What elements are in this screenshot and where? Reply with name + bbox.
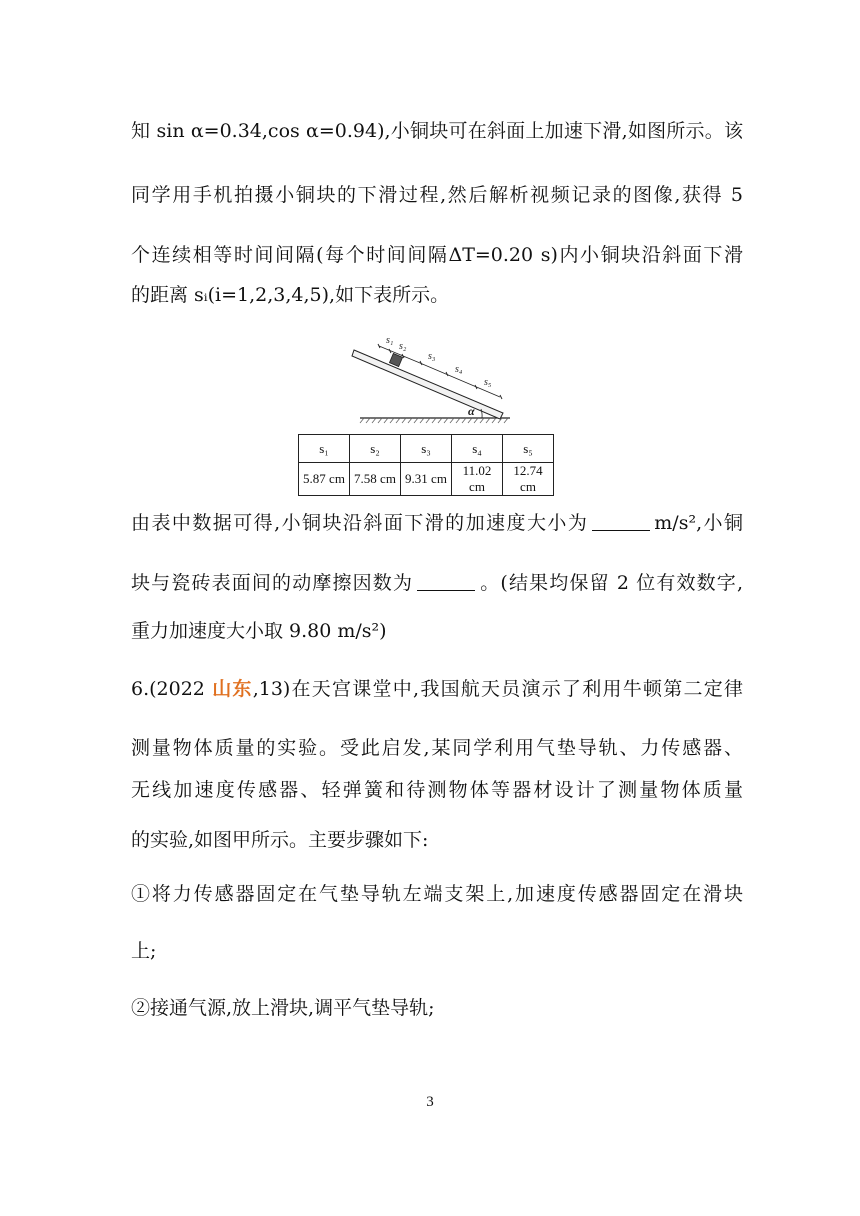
text-seg: m/s²,小铜 xyxy=(654,512,743,534)
line-p2-2 xyxy=(131,570,743,596)
text-seg: 6.(2022 xyxy=(131,678,213,700)
table-cell: 9.31 cm xyxy=(401,463,452,496)
table-cell: 11.02 cm xyxy=(452,463,503,496)
line-p2-1 xyxy=(131,510,743,536)
line-q6-4: 的实验,如图甲所示。主要步骤如下: xyxy=(131,829,429,851)
incline-figure xyxy=(300,330,520,430)
text-seg: 由表中数据可得,小铜块沿斜面下滑的加速度大小为 xyxy=(131,512,589,534)
seg-label-5: s₅ xyxy=(484,377,492,388)
line-q6-2: 测量物体质量的实验。受此启发,某同学利用气垫导轨、力传感器、 xyxy=(131,737,743,759)
answer-blank-1[interactable] xyxy=(592,512,650,531)
seg-label-4: s₄ xyxy=(455,364,463,375)
step-2: ②接通气源,放上滑块,调平气垫导轨; xyxy=(131,997,435,1019)
step-1-line2: 上; xyxy=(131,940,157,962)
table-header: s₅ xyxy=(503,435,554,463)
text-seg: 块与瓷砖表面间的动摩擦因数为 xyxy=(131,572,414,594)
line-q6-3: 无线加速度传感器、轻弹簧和待测物体等器材设计了测量物体质量 xyxy=(131,779,743,801)
table-cell: 12.74 cm xyxy=(503,463,554,496)
table-row xyxy=(299,435,554,463)
step-1-line1: ①将力传感器固定在气垫导轨左端支架上,加速度传感器固定在滑块 xyxy=(131,883,743,905)
text-seg: 。(结果均保留 2 位有效数字, xyxy=(479,572,743,594)
line-p1-4: 的距离 sᵢ(i=1,2,3,4,5),如下表所示。 xyxy=(131,284,450,306)
seg-label-1: s₁ xyxy=(386,335,394,346)
table-cell: 7.58 cm xyxy=(350,463,401,496)
answer-blank-2[interactable] xyxy=(417,572,475,591)
line-p1-1: 知 sin α=0.34,cos α=0.94),小铜块可在斜面上加速下滑,如图所示。该 xyxy=(131,120,743,142)
question-6-title xyxy=(131,676,743,702)
table-row xyxy=(299,463,554,496)
distance-table xyxy=(298,434,554,496)
page-number: 3 xyxy=(426,1094,434,1110)
angle-label: α xyxy=(468,404,475,418)
table-header: s₂ xyxy=(350,435,401,463)
line-p1-2: 同学用手机拍摄小铜块的下滑过程,然后解析视频记录的图像,获得 5 xyxy=(131,184,743,206)
seg-label-2: s₂ xyxy=(399,341,407,352)
text-seg: ,13)在天宫课堂中,我国航天员演示了利用牛顿第二定律 xyxy=(252,678,743,700)
seg-label-3: s₃ xyxy=(428,351,436,362)
table-cell: 5.87 cm xyxy=(299,463,350,496)
line-p1-3: 个连续相等时间间隔(每个时间间隔ΔT=0.20 s)内小铜块沿斜面下滑 xyxy=(131,244,743,266)
table-header: s₃ xyxy=(401,435,452,463)
line-p2-3: 重力加速度大小取 9.80 m/s²) xyxy=(131,620,387,642)
table-header: s₄ xyxy=(452,435,503,463)
table-header: s₁ xyxy=(299,435,350,463)
source-region: 山东 xyxy=(212,678,253,700)
